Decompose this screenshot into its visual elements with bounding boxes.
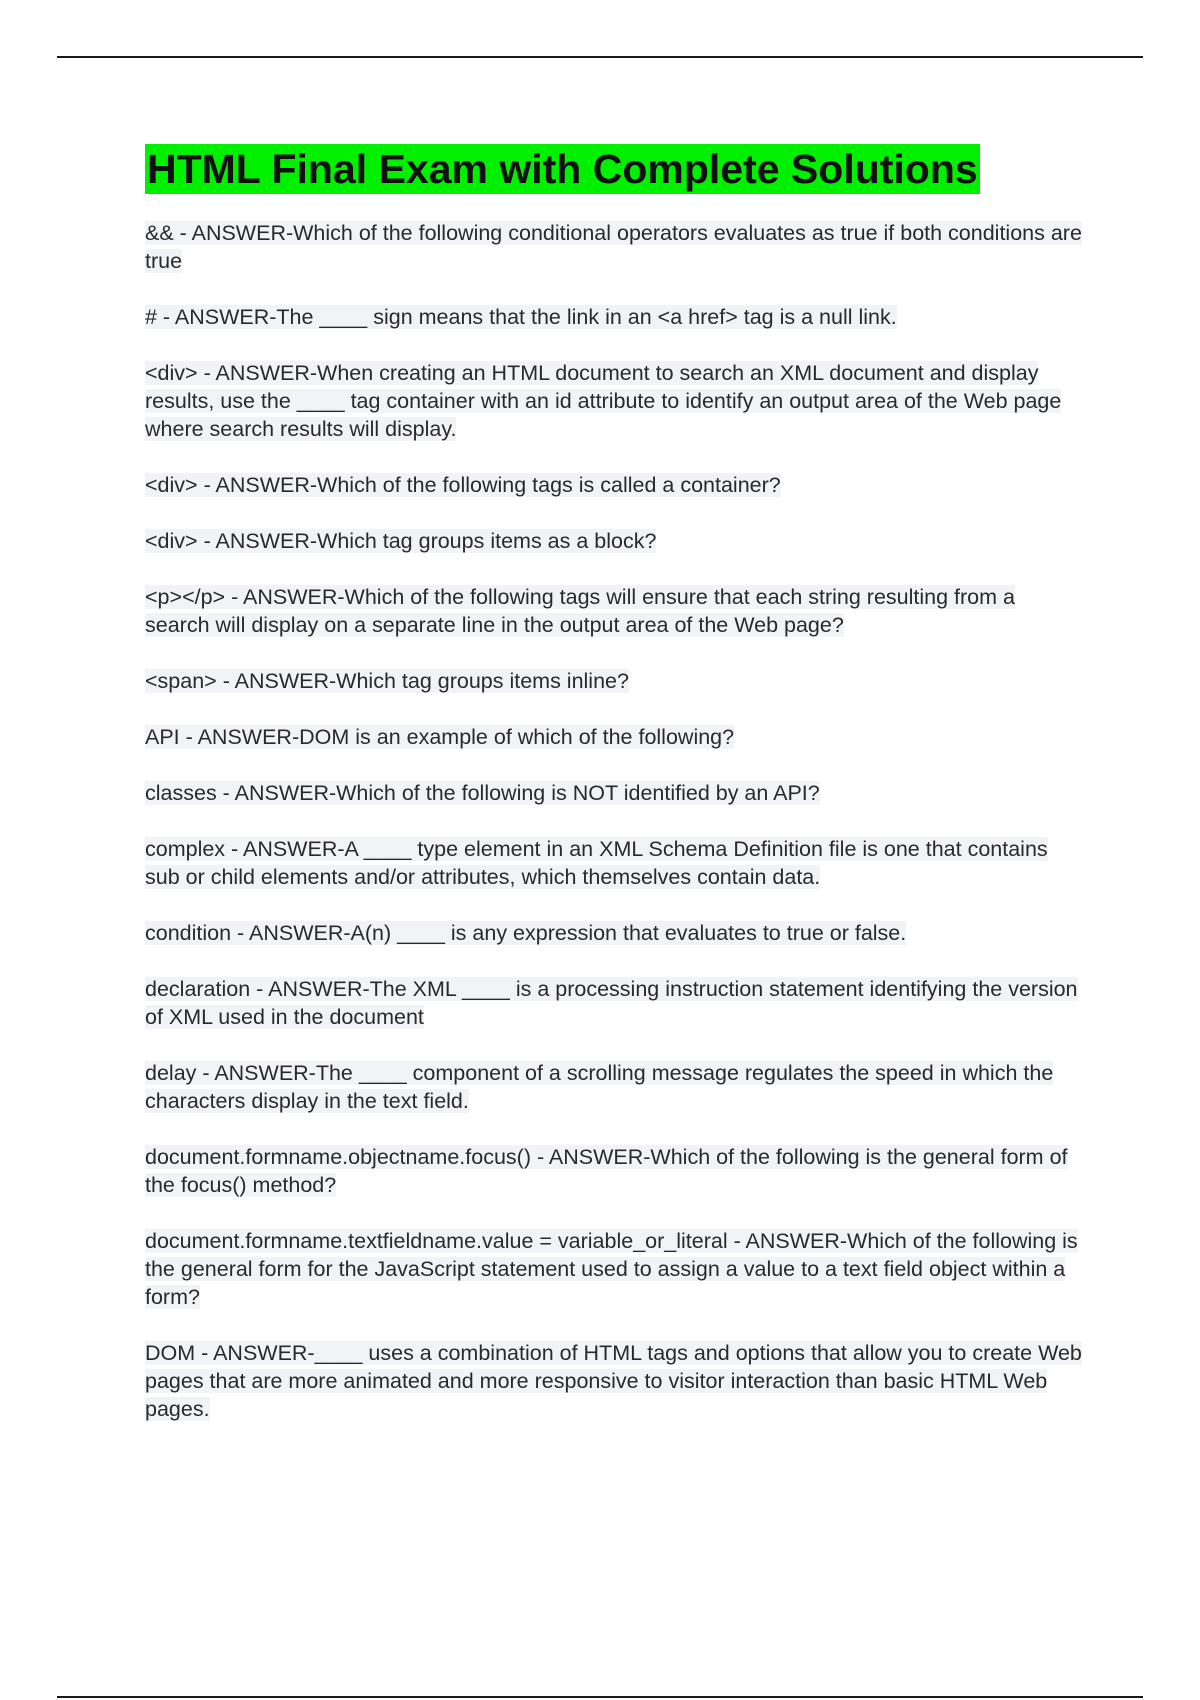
qa-item (145, 667, 1085, 695)
qa-item (145, 583, 1085, 639)
qa-text: && - ANSWER-Which of the following conditional operators evaluates as true if both conditions are true (145, 221, 1082, 273)
qa-text: condition - ANSWER-A(n) ____ is any expression that evaluates to true or false. (145, 921, 907, 945)
qa-item (145, 219, 1085, 275)
document-body (145, 144, 1085, 1451)
qa-text: <span> - ANSWER-Which tag groups items inline? (145, 669, 629, 693)
qa-text: <div> - ANSWER-When creating an HTML document to search an XML document and display results, use the ____ tag container with an id attribute to identify an output area of the Web page where search results will display. (145, 361, 1062, 441)
qa-item (145, 779, 1085, 807)
qa-item (145, 1339, 1085, 1423)
page-top-rule (57, 56, 1143, 58)
qa-text: delay - ANSWER-The ____ component of a scrolling message regulates the speed in which the characters display in the text field. (145, 1061, 1054, 1113)
qa-list (145, 219, 1085, 1423)
qa-text: API - ANSWER-DOM is an example of which of the following? (145, 725, 735, 749)
qa-text: # - ANSWER-The ____ sign means that the link in an <a href> tag is a null link. (145, 305, 897, 329)
qa-text: DOM - ANSWER-____ uses a combination of HTML tags and options that allow you to create Web pages that are more animated and more responsive to visitor interaction than basic HTML Web pages. (145, 1341, 1082, 1421)
qa-item (145, 835, 1085, 891)
page-bottom-rule (57, 1696, 1143, 1698)
qa-text: <div> - ANSWER-Which tag groups items as a block? (145, 529, 657, 553)
document-title: HTML Final Exam with Complete Solutions (147, 146, 978, 192)
qa-item (145, 527, 1085, 555)
qa-item (145, 1143, 1085, 1199)
qa-item (145, 723, 1085, 751)
qa-text: classes - ANSWER-Which of the following is NOT identified by an API? (145, 781, 820, 805)
qa-item (145, 359, 1085, 443)
qa-item (145, 1227, 1085, 1311)
qa-item (145, 975, 1085, 1031)
qa-text: declaration - ANSWER-The XML ____ is a processing instruction statement identifying the version of XML used in the document (145, 977, 1078, 1029)
qa-text: <div> - ANSWER-Which of the following tags is called a container? (145, 473, 781, 497)
qa-text: document.formname.textfieldname.value = variable_or_literal - ANSWER-Which of the following is the general form for the JavaScript statement used to assign a value to a text field object within a form? (145, 1229, 1078, 1309)
qa-item (145, 1059, 1085, 1115)
qa-text: <p></p> - ANSWER-Which of the following tags will ensure that each string resulting from a search will display on a separate line in the output area of the Web page? (145, 585, 1015, 637)
qa-item (145, 919, 1085, 947)
qa-text: complex - ANSWER-A ____ type element in an XML Schema Definition file is one that contains sub or child elements and/or attributes, which themselves contain data. (145, 837, 1048, 889)
qa-item (145, 471, 1085, 499)
qa-text: document.formname.objectname.focus() - ANSWER-Which of the following is the general form of the focus() method? (145, 1145, 1068, 1197)
qa-item (145, 303, 1085, 331)
